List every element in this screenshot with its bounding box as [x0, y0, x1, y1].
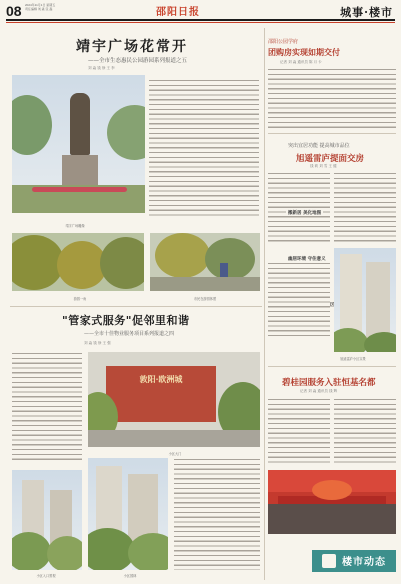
- issue-date: 2024年11月1日 星期五: [25, 3, 56, 7]
- article1-text-block: [149, 79, 259, 219]
- article1-byline: 刘 淼 钱 徐 王 李: [88, 66, 115, 70]
- article3-text-block-3: [268, 262, 330, 340]
- tower-photo-caption: 旭遥雷庐小区实景: [340, 357, 366, 361]
- section-divider: [10, 306, 262, 307]
- column-divider: [264, 28, 265, 580]
- header-rule-red: [6, 22, 395, 23]
- flower-bed: [32, 187, 127, 192]
- tree-shape: [205, 238, 255, 280]
- article3-title: 旭遥雷庐提面交房: [296, 154, 365, 164]
- article1-subtitle: ——全市生态惠民公园游园系列报道之五: [88, 58, 188, 64]
- article3-subhead-2: 幽居环境 守住意义: [288, 257, 326, 262]
- paper-logo: 邵阳日报: [156, 7, 200, 18]
- article3-text-block: [268, 172, 330, 244]
- tree-shape: [12, 532, 51, 570]
- article4-title: "管家式服务"促邻里和谐: [62, 314, 190, 327]
- tree-shape: [364, 332, 396, 352]
- tree-shape: [100, 237, 144, 289]
- article4-body: [12, 352, 82, 462]
- issue-editors: 责任编辑 刘 淼 张 磊: [25, 7, 53, 11]
- article3-body-left: [268, 172, 330, 244]
- article5-text-block: [268, 398, 330, 464]
- header-rule: [6, 19, 395, 21]
- community-photo-1: [12, 470, 82, 570]
- community-photo-2-caption: 小区园林: [123, 574, 137, 578]
- tree-shape: [47, 536, 82, 570]
- tree-shape: [155, 233, 210, 278]
- garden-photo-2-caption: 市民在游园休憩: [193, 297, 217, 301]
- section-divider: [268, 133, 396, 134]
- article2-text-block: [268, 68, 396, 130]
- visitor-figure: [220, 263, 228, 277]
- footer-banner: [312, 550, 396, 572]
- statue-caption: 靖宇广场雕像: [65, 224, 85, 228]
- article5-body-left: [268, 398, 330, 464]
- community-photo-2: [88, 458, 168, 570]
- path: [150, 277, 260, 291]
- section-divider: [268, 366, 396, 367]
- article4-text-block: [12, 352, 82, 462]
- tree-shape: [12, 95, 52, 155]
- community-photo-1-caption: 小区入口景观: [36, 574, 56, 578]
- tree-shape: [128, 533, 168, 570]
- article3-text-block-2: [334, 172, 396, 244]
- tower-photo: [334, 248, 396, 352]
- article1-body: [149, 79, 259, 219]
- statue-photo: [12, 75, 145, 213]
- article2-kicker: 邵阳公园学府: [268, 39, 299, 45]
- gate-sign: 敦阳·欧洲城: [139, 374, 183, 384]
- article3-body-left-2: [268, 262, 330, 340]
- building-icon: [322, 554, 336, 568]
- article1-title: 靖宇广场花常开: [76, 39, 188, 55]
- page-number: 08: [6, 3, 22, 19]
- flower-ball: [312, 480, 352, 500]
- ceremony-photo: [268, 470, 396, 534]
- statue-pedestal: [62, 155, 98, 185]
- crowd: [268, 504, 396, 534]
- article3-body-right: [334, 172, 396, 244]
- article3-subhead-1: 搬新居 美化地图: [288, 211, 322, 216]
- issue-meta: [25, 3, 55, 11]
- gate-photo-caption: 小区大门: [168, 452, 182, 456]
- tree-shape: [334, 328, 368, 352]
- article4-text-block-2: [174, 458, 260, 570]
- tree-shape: [107, 105, 145, 160]
- garden-photo-1-caption: 游园一角: [73, 297, 87, 301]
- article3-kicker: 突出宜居功能 提高城市品位: [288, 143, 350, 149]
- garden-photo-1: [12, 233, 144, 291]
- article5-text-block-2: [334, 398, 396, 464]
- article3-byline: 钱 莉 刘 雪 王 健: [310, 164, 337, 168]
- article2-title: 团购房实现如期交付: [268, 47, 340, 57]
- article2-body: [268, 68, 396, 130]
- gate-photo: [88, 352, 260, 447]
- article4-subtitle: ——全市十佳物业服务项目系列报道之四: [84, 331, 175, 337]
- footer-banner-text: 楼市动态: [342, 557, 386, 568]
- statue-figure: [70, 93, 90, 155]
- article5-title: 碧桂园服务入驻恒基名都: [282, 378, 376, 388]
- garden-photo-2: [150, 233, 260, 291]
- article5-body-right: [334, 398, 396, 464]
- section-title: 城事·楼市: [340, 6, 393, 19]
- article2-byline: 记者 刘 淼 通讯员 陈 月 卡: [280, 60, 322, 64]
- road: [88, 430, 260, 447]
- article5-byline: 记者 刘 淼 通讯员 钱 辉: [300, 389, 338, 393]
- article4-body-2: [174, 458, 260, 570]
- article4-byline: 刘 淼 钱 徐 王 强: [84, 341, 111, 345]
